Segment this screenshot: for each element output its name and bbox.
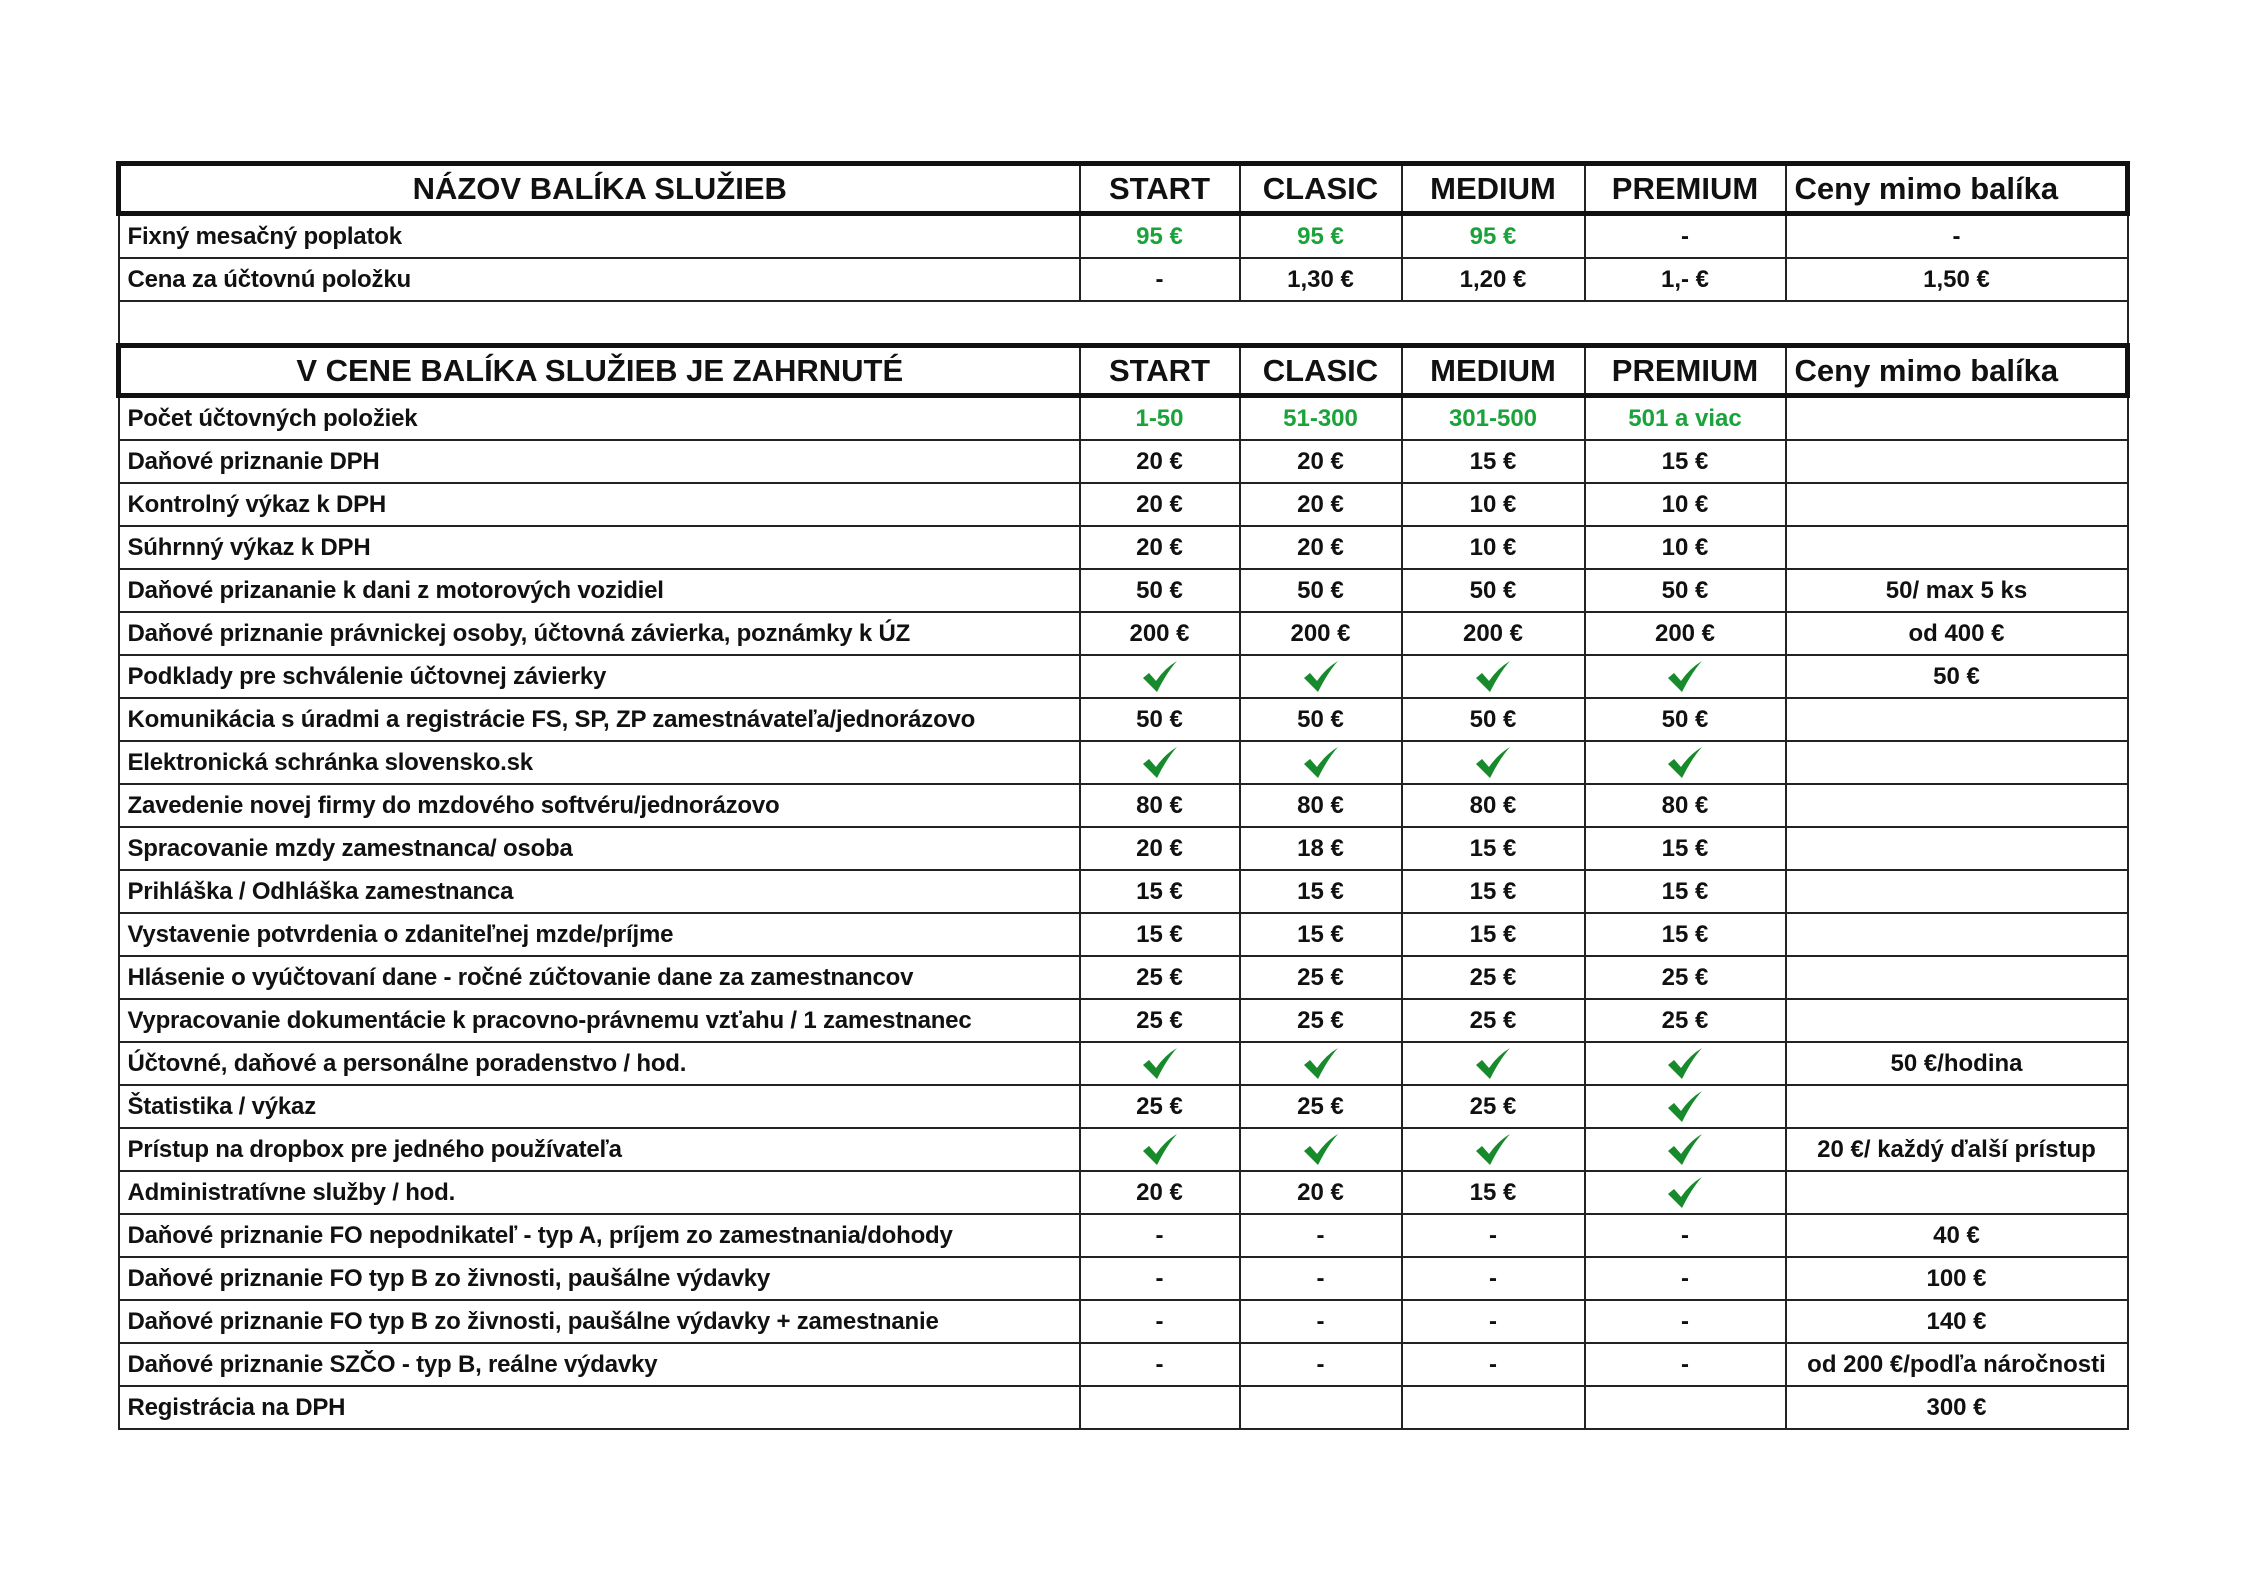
row-label: Štatistika / výkaz — [119, 1085, 1080, 1128]
cell-premium: 15 € — [1585, 913, 1786, 956]
cell-start: 25 € — [1080, 999, 1240, 1042]
price-sheet — [116, 161, 2125, 1430]
cell-medium: 25 € — [1402, 999, 1585, 1042]
header-clasic: CLASIC — [1240, 164, 1402, 214]
cell-extra — [1786, 440, 2128, 483]
header-clasic: CLASIC — [1240, 346, 1402, 396]
cell-extra: 50 €/hodina — [1786, 1042, 2128, 1085]
cell-extra: 1,50 € — [1786, 258, 2128, 301]
row-label: Vypracovanie dokumentácie k pracovno-právnemu vzťahu / 1 zamestnanec — [119, 999, 1080, 1042]
cell-start: - — [1080, 1257, 1240, 1300]
row-label: Hlásenie o vyúčtovaní dane - ročné zúčtovanie dane za zamestnancov — [119, 956, 1080, 999]
cell-premium: 10 € — [1585, 483, 1786, 526]
check-icon — [1666, 660, 1704, 694]
cell-start: - — [1080, 1214, 1240, 1257]
cell-start: 20 € — [1080, 483, 1240, 526]
cell-premium: 50 € — [1585, 569, 1786, 612]
table-row — [119, 258, 2128, 301]
cell-premium — [1585, 1386, 1786, 1429]
cell-clasic: 20 € — [1240, 440, 1402, 483]
row-label: Prihláška / Odhláška zamestnanca — [119, 870, 1080, 913]
row-label: Fixný mesačný poplatok — [119, 214, 1080, 259]
cell-premium: 50 € — [1585, 698, 1786, 741]
cell-extra — [1786, 913, 2128, 956]
cell-medium: 15 € — [1402, 1171, 1585, 1214]
row-label: Účtovné, daňové a personálne poradenstvo / hod. — [119, 1042, 1080, 1085]
cell-premium — [1585, 1171, 1786, 1214]
cell-medium: 1,20 € — [1402, 258, 1585, 301]
check-icon — [1141, 660, 1179, 694]
row-label: Kontrolný výkaz k DPH — [119, 483, 1080, 526]
cell-extra — [1786, 1171, 2128, 1214]
header-extra: Ceny mimo balíka — [1786, 346, 2128, 396]
cell-clasic: 1,30 € — [1240, 258, 1402, 301]
cell-extra: 40 € — [1786, 1214, 2128, 1257]
table-row — [119, 1085, 2128, 1128]
table-row — [119, 1042, 2128, 1085]
cell-clasic: 25 € — [1240, 1085, 1402, 1128]
cell-extra: od 200 €/podľa náročnosti — [1786, 1343, 2128, 1386]
table-row — [119, 741, 2128, 784]
header-start: START — [1080, 164, 1240, 214]
table-row — [119, 655, 2128, 698]
table-row — [119, 1257, 2128, 1300]
cell-extra: - — [1786, 214, 2128, 259]
cell-start: - — [1080, 258, 1240, 301]
table-row — [119, 396, 2128, 441]
check-icon — [1666, 746, 1704, 780]
header-medium: MEDIUM — [1402, 164, 1585, 214]
cell-extra — [1786, 698, 2128, 741]
cell-premium: - — [1585, 214, 1786, 259]
cell-start — [1080, 1386, 1240, 1429]
row-label: Registrácia na DPH — [119, 1386, 1080, 1429]
cell-premium — [1585, 1042, 1786, 1085]
cell-medium: 15 € — [1402, 827, 1585, 870]
cell-medium: 50 € — [1402, 698, 1585, 741]
cell-clasic: 50 € — [1240, 698, 1402, 741]
cell-extra: od 400 € — [1786, 612, 2128, 655]
cell-premium: - — [1585, 1300, 1786, 1343]
cell-medium: 15 € — [1402, 440, 1585, 483]
cell-start: - — [1080, 1300, 1240, 1343]
cell-clasic: 20 € — [1240, 526, 1402, 569]
cell-premium: 15 € — [1585, 440, 1786, 483]
header-medium: MEDIUM — [1402, 346, 1585, 396]
cell-medium: 200 € — [1402, 612, 1585, 655]
cell-medium: 15 € — [1402, 913, 1585, 956]
cell-premium: 25 € — [1585, 999, 1786, 1042]
cell-medium: 301-500 — [1402, 396, 1585, 441]
cell-premium: 25 € — [1585, 956, 1786, 999]
check-icon — [1474, 1133, 1512, 1167]
row-label: Komunikácia s úradmi a registrácie FS, SP, ZP zamestnávateľa/jednorázovo — [119, 698, 1080, 741]
cell-extra: 100 € — [1786, 1257, 2128, 1300]
row-label: Zavedenie novej firmy do mzdového softvéru/jednorázovo — [119, 784, 1080, 827]
table-row — [119, 1171, 2128, 1214]
cell-clasic — [1240, 741, 1402, 784]
cell-medium: - — [1402, 1214, 1585, 1257]
check-icon — [1666, 1176, 1704, 1210]
cell-start: 20 € — [1080, 1171, 1240, 1214]
cell-premium: 15 € — [1585, 827, 1786, 870]
cell-start: 25 € — [1080, 1085, 1240, 1128]
check-icon — [1141, 1047, 1179, 1081]
cell-extra: 140 € — [1786, 1300, 2128, 1343]
check-icon — [1474, 746, 1512, 780]
cell-medium — [1402, 1042, 1585, 1085]
table-row — [119, 827, 2128, 870]
row-label: Daňové priznanie FO nepodnikateľ - typ A, príjem zo zamestnania/dohody — [119, 1214, 1080, 1257]
table-row — [119, 999, 2128, 1042]
cell-clasic: 18 € — [1240, 827, 1402, 870]
row-label: Vystavenie potvrdenia o zdaniteľnej mzde/príjme — [119, 913, 1080, 956]
cell-extra — [1786, 827, 2128, 870]
cell-extra: 300 € — [1786, 1386, 2128, 1429]
table-row — [119, 440, 2128, 483]
cell-extra — [1786, 741, 2128, 784]
cell-start: 200 € — [1080, 612, 1240, 655]
cell-clasic: 51-300 — [1240, 396, 1402, 441]
cell-clasic: 80 € — [1240, 784, 1402, 827]
row-label: Spracovanie mzdy zamestnanca/ osoba — [119, 827, 1080, 870]
cell-medium: - — [1402, 1300, 1585, 1343]
cell-start — [1080, 655, 1240, 698]
check-icon — [1666, 1047, 1704, 1081]
header-premium: PREMIUM — [1585, 346, 1786, 396]
cell-extra: 50 € — [1786, 655, 2128, 698]
table-row — [119, 956, 2128, 999]
cell-extra: 50/ max 5 ks — [1786, 569, 2128, 612]
cell-start — [1080, 1042, 1240, 1085]
row-label: Daňové priznanie právnickej osoby, účtovná závierka, poznámky k ÚZ — [119, 612, 1080, 655]
table-row — [119, 913, 2128, 956]
cell-extra — [1786, 483, 2128, 526]
cell-medium — [1402, 1128, 1585, 1171]
table-row — [119, 1386, 2128, 1429]
cell-medium: 95 € — [1402, 214, 1585, 259]
cell-extra — [1786, 956, 2128, 999]
cell-start: 25 € — [1080, 956, 1240, 999]
table1-header-row — [119, 164, 2128, 214]
table-row — [119, 1300, 2128, 1343]
cell-medium: 10 € — [1402, 526, 1585, 569]
check-icon — [1474, 660, 1512, 694]
spacer-cell — [119, 301, 2128, 346]
cell-clasic: 20 € — [1240, 1171, 1402, 1214]
table-row — [119, 784, 2128, 827]
cell-start: 20 € — [1080, 526, 1240, 569]
table-row — [119, 569, 2128, 612]
cell-clasic — [1240, 1386, 1402, 1429]
cell-clasic: 15 € — [1240, 913, 1402, 956]
cell-clasic: - — [1240, 1214, 1402, 1257]
table-row — [119, 612, 2128, 655]
row-label: Elektronická schránka slovensko.sk — [119, 741, 1080, 784]
cell-extra: 20 €/ každý ďalší prístup — [1786, 1128, 2128, 1171]
table-row — [119, 1128, 2128, 1171]
cell-start: - — [1080, 1343, 1240, 1386]
cell-medium: - — [1402, 1257, 1585, 1300]
table-row — [119, 214, 2128, 259]
header-title: NÁZOV BALÍKA SLUŽIEB — [119, 164, 1080, 214]
cell-start: 50 € — [1080, 569, 1240, 612]
row-label: Daňové priznanie DPH — [119, 440, 1080, 483]
cell-start: 20 € — [1080, 440, 1240, 483]
cell-premium: 501 a viac — [1585, 396, 1786, 441]
cell-start: 15 € — [1080, 913, 1240, 956]
header-start: START — [1080, 346, 1240, 396]
row-label: Daňové priznanie FO typ B zo živnosti, paušálne výdavky + zamestnanie — [119, 1300, 1080, 1343]
cell-start: 15 € — [1080, 870, 1240, 913]
cell-start: 95 € — [1080, 214, 1240, 259]
cell-medium: 80 € — [1402, 784, 1585, 827]
cell-medium: 10 € — [1402, 483, 1585, 526]
table-row — [119, 1343, 2128, 1386]
cell-start — [1080, 1128, 1240, 1171]
cell-premium: 200 € — [1585, 612, 1786, 655]
cell-clasic: 25 € — [1240, 999, 1402, 1042]
cell-clasic: - — [1240, 1257, 1402, 1300]
cell-extra — [1786, 526, 2128, 569]
cell-extra — [1786, 784, 2128, 827]
cell-medium: 50 € — [1402, 569, 1585, 612]
header-premium: PREMIUM — [1585, 164, 1786, 214]
row-label: Prístup na dropbox pre jedného používateľa — [119, 1128, 1080, 1171]
cell-premium — [1585, 741, 1786, 784]
cell-extra — [1786, 999, 2128, 1042]
row-label: Súhrnný výkaz k DPH — [119, 526, 1080, 569]
cell-extra — [1786, 870, 2128, 913]
cell-medium — [1402, 655, 1585, 698]
cell-clasic — [1240, 1128, 1402, 1171]
row-label: Daňové priznanie SZČO - typ B, reálne výdavky — [119, 1343, 1080, 1386]
check-icon — [1141, 746, 1179, 780]
check-icon — [1302, 1133, 1340, 1167]
check-icon — [1302, 746, 1340, 780]
cell-premium — [1585, 1128, 1786, 1171]
row-label: Počet účtovných položiek — [119, 396, 1080, 441]
check-icon — [1302, 1047, 1340, 1081]
cell-clasic: 15 € — [1240, 870, 1402, 913]
row-label: Daňové prizananie k dani z motorových vozidiel — [119, 569, 1080, 612]
cell-clasic — [1240, 655, 1402, 698]
cell-premium — [1585, 655, 1786, 698]
cell-medium: 25 € — [1402, 956, 1585, 999]
check-icon — [1666, 1090, 1704, 1124]
row-label: Podklady pre schválenie účtovnej závierky — [119, 655, 1080, 698]
cell-start: 80 € — [1080, 784, 1240, 827]
cell-clasic: 50 € — [1240, 569, 1402, 612]
check-icon — [1666, 1133, 1704, 1167]
cell-premium: - — [1585, 1343, 1786, 1386]
cell-premium: - — [1585, 1257, 1786, 1300]
check-icon — [1141, 1133, 1179, 1167]
cell-clasic: 25 € — [1240, 956, 1402, 999]
check-icon — [1302, 660, 1340, 694]
cell-start: 1-50 — [1080, 396, 1240, 441]
cell-premium: 80 € — [1585, 784, 1786, 827]
cell-medium: 25 € — [1402, 1085, 1585, 1128]
spacer-row — [119, 301, 2128, 346]
cell-clasic: - — [1240, 1343, 1402, 1386]
row-label: Administratívne služby / hod. — [119, 1171, 1080, 1214]
table-row — [119, 698, 2128, 741]
table-row — [119, 526, 2128, 569]
cell-start: 20 € — [1080, 827, 1240, 870]
cell-extra — [1786, 1085, 2128, 1128]
check-icon — [1474, 1047, 1512, 1081]
table-row — [119, 870, 2128, 913]
cell-premium: 10 € — [1585, 526, 1786, 569]
cell-medium: - — [1402, 1343, 1585, 1386]
table-row — [119, 1214, 2128, 1257]
cell-clasic — [1240, 1042, 1402, 1085]
header-title: V CENE BALÍKA SLUŽIEB JE ZAHRNUTÉ — [119, 346, 1080, 396]
cell-start — [1080, 741, 1240, 784]
cell-medium: 15 € — [1402, 870, 1585, 913]
cell-clasic: 200 € — [1240, 612, 1402, 655]
cell-premium — [1585, 1085, 1786, 1128]
cell-premium: - — [1585, 1214, 1786, 1257]
cell-clasic: 20 € — [1240, 483, 1402, 526]
header-extra: Ceny mimo balíka — [1786, 164, 2128, 214]
cell-extra — [1786, 396, 2128, 441]
cell-start: 50 € — [1080, 698, 1240, 741]
cell-clasic: 95 € — [1240, 214, 1402, 259]
cell-medium — [1402, 1386, 1585, 1429]
cell-clasic: - — [1240, 1300, 1402, 1343]
row-label: Daňové priznanie FO typ B zo živnosti, paušálne výdavky — [119, 1257, 1080, 1300]
row-label: Cena za účtovnú položku — [119, 258, 1080, 301]
cell-premium: 1,- € — [1585, 258, 1786, 301]
cell-medium — [1402, 741, 1585, 784]
table-row — [119, 483, 2128, 526]
table2-header-row — [119, 346, 2128, 396]
price-table — [116, 161, 2130, 1430]
cell-premium: 15 € — [1585, 870, 1786, 913]
